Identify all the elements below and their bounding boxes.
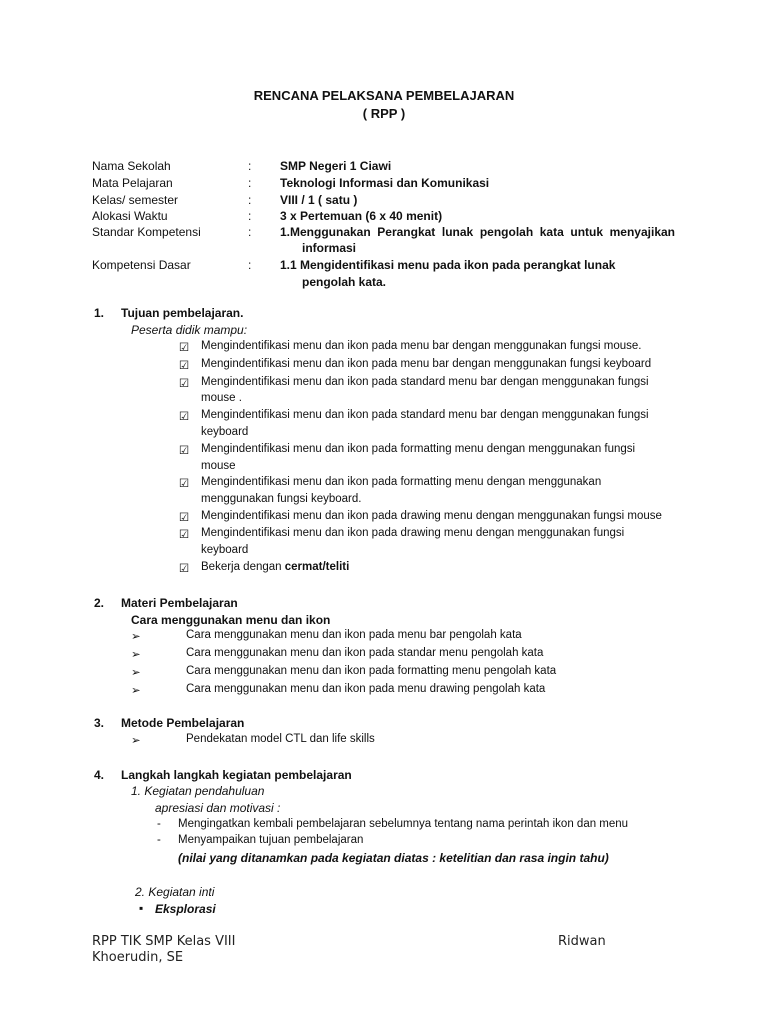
label-standar-kompetensi: Standar Kompetensi (92, 225, 201, 239)
checkbox-icon: ☑ (178, 378, 190, 390)
footer-left: RPP TIK SMP Kelas VIII (92, 934, 236, 949)
checkbox-icon: ☑ (178, 411, 190, 423)
section-title: Tujuan pembelajaran. (121, 306, 244, 320)
arrow-bullet-icon: ➢ (131, 685, 141, 697)
colon: : (248, 209, 252, 223)
arrow-bullet-icon: ➢ (131, 667, 141, 679)
document-title: RENCANA PELAKSANA PEMBELAJARAN (253, 88, 515, 103)
arrow-bullet-icon: ➢ (131, 631, 141, 643)
list-item: Mengindentifikasi menu dan ikon pada formatting menu dengan menggunakan (201, 476, 602, 488)
checkbox-icon: ☑ (178, 512, 190, 524)
list-item-cont: keyboard (201, 426, 249, 438)
dash-bullet: - (157, 818, 161, 830)
label-kompetensi-dasar: Kompetensi Dasar (92, 258, 191, 272)
list-item-emphasis: cermat/teliti (284, 561, 350, 573)
list-item-cont: mouse (201, 460, 236, 472)
arrow-bullet-icon: ➢ (131, 649, 141, 661)
footer-author: Khoerudin, SE (92, 950, 184, 965)
list-item: Cara menggunakan menu dan ikon pada standar menu pengolah kata (186, 647, 544, 659)
section-title: Materi Pembelajaran (121, 596, 238, 610)
label-alokasi-waktu: Alokasi Waktu (92, 209, 168, 223)
list-item: Menyampaikan tujuan pembelajaran (178, 834, 364, 846)
values-note: (nilai yang ditanamkan pada kegiatan diatas : ketelitian dan rasa ingin tahu) (178, 851, 609, 865)
list-item (201, 561, 349, 573)
list-item-cont: mouse . (201, 392, 242, 404)
dash-bullet: - (157, 834, 161, 846)
value-standar-kompetensi-cont: informasi (302, 241, 357, 255)
arrow-bullet-icon: ➢ (131, 735, 141, 747)
section-number: 2. (94, 596, 105, 610)
value-standar-kompetensi: 1.Menggunakan Perangkat lunak pengolah kata untuk menyajikan (280, 225, 675, 239)
document-subtitle: ( RPP ) (362, 106, 406, 121)
checkbox-icon: ☑ (178, 478, 190, 490)
subsection-intro: apresiasi dan motivasi : (155, 801, 281, 815)
list-item-text: Bekerja dengan (201, 561, 285, 573)
section-subtitle: Cara menggunakan menu dan ikon (131, 613, 331, 627)
list-item: Mengindentifikasi menu dan ikon pada menu bar dengan menggunakan fungsi mouse. (201, 340, 642, 352)
label-mata-pelajaran: Mata Pelajaran (92, 176, 173, 190)
value-kompetensi-dasar: 1.1 Mengidentifikasi menu pada ikon pada perangkat lunak (280, 258, 616, 272)
list-item: Mengingatkan kembali pembelajaran sebelumnya tentang nama perintah ikon dan menu (178, 818, 629, 830)
section-number: 1. (94, 306, 105, 320)
value-kompetensi-dasar-cont: pengolah kata. (302, 275, 387, 289)
label-kelas-semester: Kelas/ semester (92, 193, 179, 207)
subsection-title: 2. Kegiatan inti (135, 885, 215, 899)
subsection-title: 1. Kegiatan pendahuluan (131, 784, 265, 798)
list-item: Cara menggunakan menu dan ikon pada menu drawing pengolah kata (186, 683, 546, 695)
list-item: Pendekatan model CTL dan life skills (186, 733, 375, 745)
colon: : (248, 159, 252, 173)
checkbox-icon: ☑ (178, 529, 190, 541)
colon: : (248, 193, 252, 207)
list-item: Eksplorasi (155, 902, 216, 916)
list-item-cont: menggunakan fungsi keyboard. (201, 493, 362, 505)
square-bullet-icon: ▪ (139, 901, 144, 915)
list-item: Cara menggunakan menu dan ikon pada formatting menu pengolah kata (186, 665, 557, 677)
value-nama-sekolah: SMP Negeri 1 Ciawi (280, 159, 392, 173)
list-item: Mengindentifikasi menu dan ikon pada formatting menu dengan menggunakan fungsi (201, 443, 636, 455)
list-item: Mengindentifikasi menu dan ikon pada standard menu bar dengan menggunakan fungsi (201, 409, 649, 421)
list-item: Mengindentifikasi menu dan ikon pada drawing menu dengan menggunakan fungsi (201, 527, 625, 539)
section-title: Metode Pembelajaran (121, 716, 245, 730)
section-number: 4. (94, 768, 105, 782)
colon: : (248, 258, 252, 272)
section-intro: Peserta didik mampu: (131, 323, 248, 337)
checkbox-icon: ☑ (178, 342, 190, 354)
footer-right: Ridwan (558, 934, 606, 949)
checkbox-icon: ☑ (178, 563, 190, 575)
value-kelas-semester: VIII / 1 ( satu ) (280, 193, 358, 207)
list-item: Mengindentifikasi menu dan ikon pada standard menu bar dengan menggunakan fungsi (201, 376, 649, 388)
checkbox-icon: ☑ (178, 360, 190, 372)
list-item: Mengindentifikasi menu dan ikon pada menu bar dengan menggunakan fungsi keyboard (201, 358, 652, 370)
value-mata-pelajaran: Teknologi Informasi dan Komunikasi (280, 176, 490, 190)
list-item: Cara menggunakan menu dan ikon pada menu bar pengolah kata (186, 629, 522, 641)
section-number: 3. (94, 716, 105, 730)
label-nama-sekolah: Nama Sekolah (92, 159, 171, 173)
colon: : (248, 176, 252, 190)
value-alokasi-waktu: 3 x Pertemuan (6 x 40 menit) (280, 209, 443, 223)
list-item: Mengindentifikasi menu dan ikon pada drawing menu dengan menggunakan fungsi mouse (201, 510, 662, 522)
colon: : (248, 225, 252, 239)
section-title: Langkah langkah kegiatan pembelajaran (121, 768, 352, 782)
list-item-cont: keyboard (201, 544, 249, 556)
checkbox-icon: ☑ (178, 445, 190, 457)
